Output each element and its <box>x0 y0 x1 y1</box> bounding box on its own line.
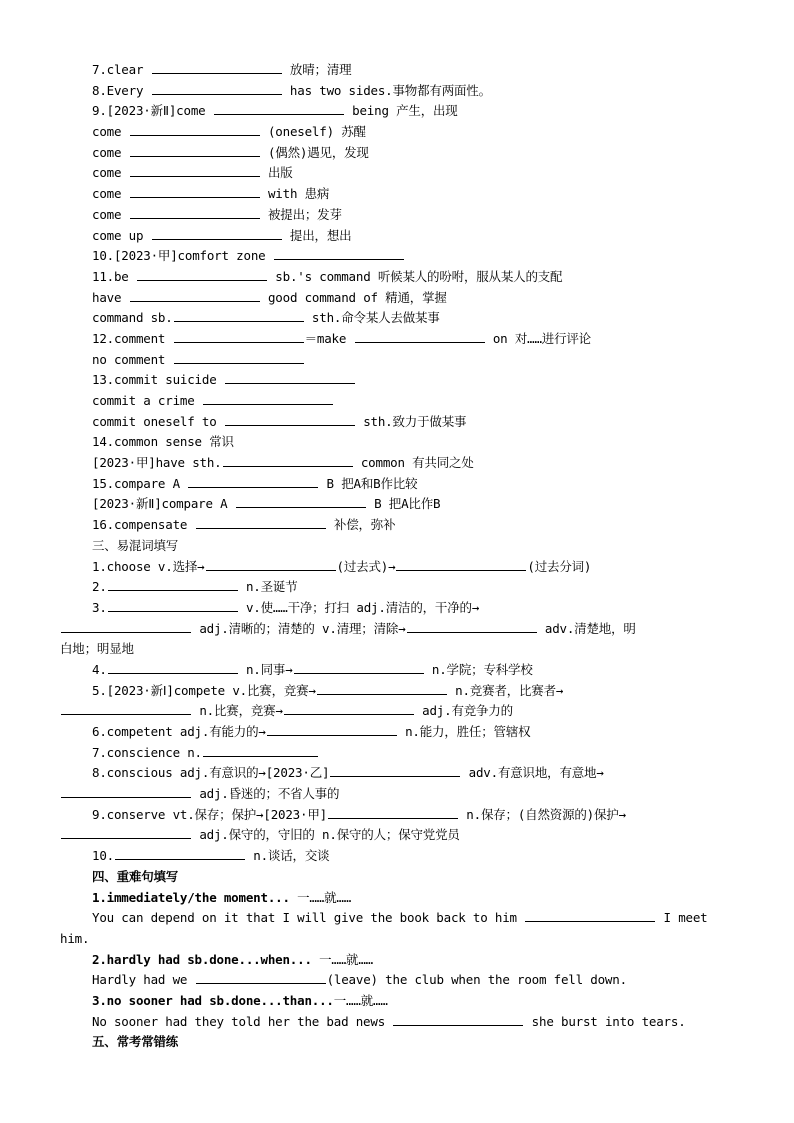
line-text: 8.conscious adj.有意识的→[2023·乙] <box>92 765 330 781</box>
answer-blank[interactable] <box>396 557 526 571</box>
answer-blank[interactable] <box>108 577 238 591</box>
line-text: 9.[2023·新Ⅱ]come <box>92 103 213 119</box>
worksheet-line <box>0 494 794 515</box>
worksheet-line <box>0 101 794 122</box>
line-text: 7.conscience n. <box>92 744 202 760</box>
worksheet-line <box>0 432 794 453</box>
worksheet-line <box>0 163 794 184</box>
line-text: 1.choose v.选择→ <box>92 558 205 574</box>
answer-blank[interactable] <box>130 143 260 157</box>
line-text: 一……就…… <box>289 889 352 905</box>
line-text: 一……就…… <box>311 951 374 967</box>
line-text: 7.clear <box>92 62 151 77</box>
answer-blank[interactable] <box>152 81 282 95</box>
answer-blank[interactable] <box>525 908 655 922</box>
answer-blank[interactable] <box>137 267 267 281</box>
phrase-pattern: 3.no sooner had sb.done...than... <box>92 992 334 1008</box>
line-text: has two sides.事物都有两面性。 <box>282 82 491 98</box>
line-text: 出版 <box>260 165 293 181</box>
worksheet-line <box>0 888 794 909</box>
answer-blank[interactable] <box>130 163 260 177</box>
worksheet-line <box>0 805 794 826</box>
answer-blank[interactable] <box>188 474 318 488</box>
answer-blank[interactable] <box>130 184 260 198</box>
line-text: 2. <box>92 579 107 595</box>
worksheet-line <box>0 681 794 702</box>
line-text: 5.[2023·新Ⅰ]compete v.比赛，竞赛→ <box>92 682 316 698</box>
answer-blank[interactable] <box>152 60 282 74</box>
worksheet-line <box>0 143 794 164</box>
worksheet-line <box>0 639 794 660</box>
line-text: n.圣诞节 <box>238 579 298 595</box>
answer-blank[interactable] <box>61 701 191 715</box>
line-text: command sb. <box>92 310 173 326</box>
answer-blank[interactable] <box>196 515 326 529</box>
line-text: B 把A和B作比较 <box>319 475 418 491</box>
worksheet-line <box>0 743 794 764</box>
worksheet-line <box>0 557 794 578</box>
line-text: commit oneself to <box>92 413 224 429</box>
worksheet-line <box>0 991 794 1012</box>
line-text: n.谈话，交谈 <box>245 848 330 864</box>
line-text: no comment <box>92 351 173 367</box>
line-text: (偶然)遇见，发现 <box>260 144 369 160</box>
line-text: come <box>92 144 129 160</box>
line-text: 10.[2023·甲]comfort zone <box>92 248 273 264</box>
worksheet-line <box>0 619 794 640</box>
answer-blank[interactable] <box>108 598 238 612</box>
worksheet-line <box>0 370 794 391</box>
line-text: 三、易混词填写 <box>92 537 179 553</box>
line-text: commit a crime <box>92 393 202 408</box>
line-text: adv.有意识地，有意地→ <box>461 765 604 781</box>
line-text: 8.Every <box>92 82 151 98</box>
worksheet-line <box>0 122 794 143</box>
answer-blank[interactable] <box>274 246 404 260</box>
answer-blank[interactable] <box>236 494 366 508</box>
line-text: come up <box>92 227 151 243</box>
answer-blank[interactable] <box>152 226 282 240</box>
line-text: (oneself) 苏醒 <box>260 124 366 140</box>
line-text: I meet <box>656 910 708 926</box>
section-heading <box>0 1032 794 1053</box>
line-text: 五、常考常错练 <box>92 1034 179 1050</box>
worksheet-line <box>0 308 794 329</box>
line-text: n.学院；专科学校 <box>424 661 533 677</box>
line-text: n.保存；(自然资源的)保护→ <box>458 806 626 822</box>
answer-blank[interactable] <box>130 122 260 136</box>
line-text: with 患病 <box>260 186 330 202</box>
line-text: adj.清晰的；清楚的 v.清理；清除→ <box>192 620 406 636</box>
worksheet-line <box>0 474 794 495</box>
answer-blank[interactable] <box>130 288 260 302</box>
worksheet-line <box>0 329 794 350</box>
line-text: come <box>92 186 129 202</box>
line-text: n.同事→ <box>238 661 293 677</box>
worksheet-line <box>0 267 794 288</box>
line-text: (过去分词) <box>527 558 592 574</box>
line-text: n.能力，胜任；管辖权 <box>397 724 531 739</box>
line-text: good command of 精通，掌握 <box>260 289 447 305</box>
worksheet-line <box>0 577 794 598</box>
line-text: have <box>92 289 129 305</box>
worksheet-line <box>0 825 794 846</box>
line-text: common 有共同之处 <box>353 455 474 471</box>
answer-blank[interactable] <box>61 825 191 839</box>
line-text: 补偿，弥补 <box>326 517 396 533</box>
worksheet-line <box>0 763 794 784</box>
line-text: No sooner had they told her the bad news <box>92 1013 393 1029</box>
answer-blank[interactable] <box>196 970 326 984</box>
worksheet-line <box>0 722 794 743</box>
line-text: 12.comment <box>92 330 173 346</box>
answer-blank[interactable] <box>407 619 537 633</box>
line-text: You can depend on it that I will give the book back to him <box>92 910 525 926</box>
line-text: [2023·甲]have sth. <box>92 455 222 471</box>
answer-blank[interactable] <box>294 660 424 674</box>
answer-blank[interactable] <box>214 101 344 115</box>
worksheet-line <box>0 536 794 557</box>
worksheet-line <box>0 515 794 536</box>
answer-blank[interactable] <box>355 329 485 343</box>
line-text: [2023·新Ⅱ]compare A <box>92 496 235 512</box>
answer-blank[interactable] <box>203 743 318 757</box>
worksheet-line <box>0 184 794 205</box>
line-text: sth.致力于做某事 <box>355 413 467 429</box>
line-text: 提出，想出 <box>282 227 352 243</box>
line-text: adv.清楚地，明 <box>537 620 636 636</box>
line-text: B 把A比作B <box>366 496 441 512</box>
line-text: 10. <box>92 848 114 864</box>
section-heading <box>0 867 794 888</box>
answer-blank[interactable] <box>108 660 238 674</box>
answer-blank[interactable] <box>267 722 397 736</box>
worksheet-line <box>0 81 794 102</box>
worksheet-line <box>0 391 794 412</box>
worksheet-line <box>0 350 794 371</box>
line-text: on 对……进行评论 <box>485 330 591 346</box>
worksheet-line <box>0 205 794 226</box>
line-text: n.比赛，竞赛→ <box>192 703 283 719</box>
worksheet-line <box>0 784 794 805</box>
worksheet-line <box>0 1012 794 1033</box>
answer-blank[interactable] <box>328 805 458 819</box>
answer-blank[interactable] <box>223 453 353 467</box>
worksheet-line <box>0 970 794 991</box>
answer-blank[interactable] <box>225 370 355 384</box>
phrase-pattern: 1.immediately/the moment... <box>92 889 290 905</box>
worksheet-line <box>0 598 794 619</box>
line-text: 16.compensate <box>92 517 195 533</box>
line-text: 13.commit suicide <box>92 372 224 388</box>
worksheet-line <box>0 288 794 309</box>
worksheet-page <box>0 60 794 1053</box>
line-text: come <box>92 124 129 140</box>
answer-blank[interactable] <box>61 784 191 798</box>
line-text: 被提出；发芽 <box>260 206 342 222</box>
line-text: come <box>92 165 129 181</box>
phrase-pattern: 2.hardly had sb.done...when... <box>92 951 312 967</box>
line-text: 3. <box>92 599 107 615</box>
worksheet-line <box>0 246 794 267</box>
worksheet-line <box>0 660 794 681</box>
line-text: Hardly had we <box>92 972 195 988</box>
line-text: sb.'s command 听候某人的吩咐，服从某人的支配 <box>267 268 563 284</box>
worksheet-line <box>0 701 794 722</box>
line-text: 白地；明显地 <box>60 641 134 657</box>
line-text: being 产生，出现 <box>344 103 458 119</box>
line-text: come <box>92 206 129 222</box>
line-text: ＝make <box>304 330 354 346</box>
line-text: adj.保守的，守旧的 n.保守的人；保守党党员 <box>192 827 460 843</box>
line-text: 四、重难句填写 <box>92 868 179 884</box>
worksheet-line <box>0 929 794 950</box>
line-text: (过去式)→ <box>336 558 396 574</box>
worksheet-line <box>0 950 794 971</box>
line-text: 6.competent adj.有能力的→ <box>92 724 266 739</box>
answer-blank[interactable] <box>317 681 447 695</box>
worksheet-line <box>0 60 794 81</box>
line-text: she burst into tears. <box>524 1013 686 1029</box>
line-text: v.使……干净；打扫 adj.清洁的，干净的→ <box>238 599 480 615</box>
answer-blank[interactable] <box>115 846 245 860</box>
answer-blank[interactable] <box>130 205 260 219</box>
line-text: adj.昏迷的；不省人事的 <box>192 786 340 802</box>
answer-blank[interactable] <box>174 308 304 322</box>
answer-blank[interactable] <box>174 329 304 343</box>
line-text: 14.common sense 常识 <box>92 434 234 450</box>
answer-blank[interactable] <box>225 412 355 426</box>
line-text: n.竞赛者，比赛者→ <box>447 682 564 698</box>
line-text: 放晴；清理 <box>282 62 352 77</box>
line-text: 一……就…… <box>333 992 388 1008</box>
line-text: 11.be <box>92 268 136 284</box>
line-text: (leave) the club when the room fell down. <box>326 972 627 988</box>
answer-blank[interactable] <box>393 1012 523 1026</box>
worksheet-line <box>0 846 794 867</box>
answer-blank[interactable] <box>206 557 336 571</box>
answer-blank[interactable] <box>61 619 191 633</box>
line-text: sth.命令某人去做某事 <box>304 310 440 326</box>
answer-blank[interactable] <box>284 701 414 715</box>
line-text: 4. <box>92 661 107 677</box>
line-text: 15.compare A <box>92 475 188 491</box>
line-text: 9.conserve vt.保存；保护→[2023·甲] <box>92 806 327 822</box>
answer-blank[interactable] <box>330 763 460 777</box>
line-text: him. <box>60 930 90 946</box>
worksheet-line <box>0 453 794 474</box>
answer-blank[interactable] <box>203 391 333 405</box>
worksheet-line <box>0 908 794 929</box>
worksheet-line <box>0 226 794 247</box>
line-text: adj.有竞争力的 <box>414 703 513 719</box>
answer-blank[interactable] <box>174 350 304 364</box>
worksheet-line <box>0 412 794 433</box>
